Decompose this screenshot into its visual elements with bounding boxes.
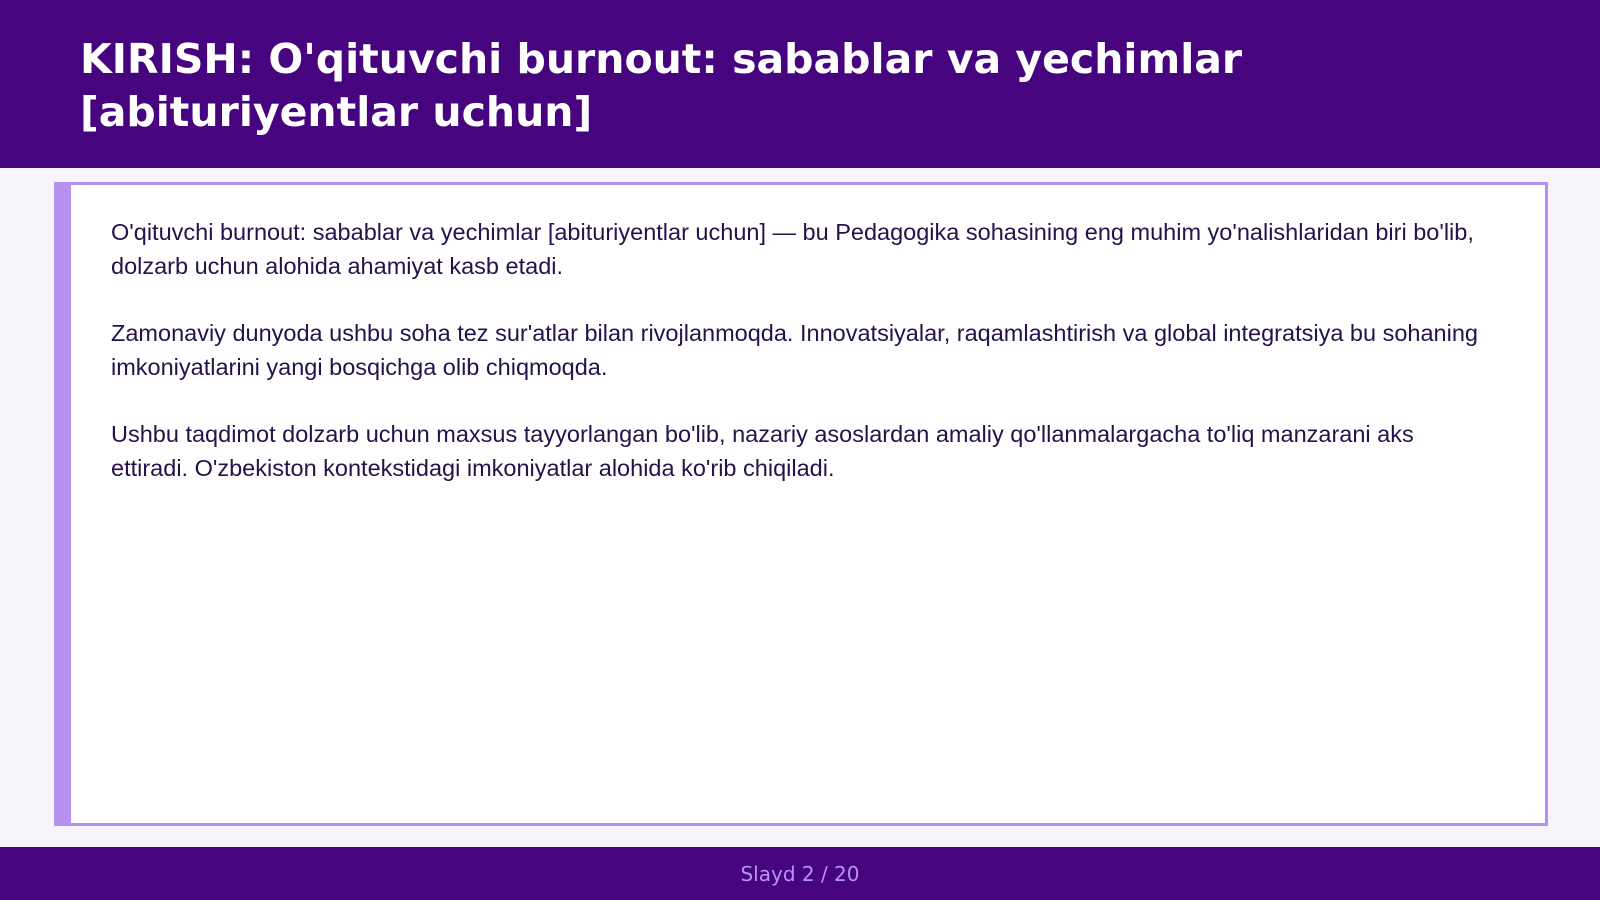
paragraph-presentation-purpose: Ushbu taqdimot dolzarb uchun maxsus tayyorlangan bo'lib, nazariy asoslardan amaliy qo'llanmalargacha to'liq manzarani aks ettiradi. O'zbekiston kontekstidagi imkoniyatlar alohida ko'rib chiqiladi.: [111, 421, 1414, 481]
slide-title: KIRISH: O'qituvchi burnout: sabablar va yechimlar [abituriyentlar uchun]: [80, 35, 1243, 136]
slide-header: [0, 0, 1600, 168]
paragraph-modern-world: Zamonaviy dunyoda ushbu soha tez sur'atlar bilan rivojlanmoqda. Innovatsiyalar, raqamlashtirish va global integratsiya bu sohaning imkoniyatlarini yangi bosqichga olib chiqmoqda.: [111, 320, 1478, 380]
slide-footer: [0, 847, 1600, 900]
content-card: [54, 182, 1548, 826]
paragraph-intro: O'qituvchi burnout: sabablar va yechimlar [abituriyentlar uchun] — bu Pedagogika sohasining eng muhim yo'nalishlaridan biri bo'lib, dolzarb uchun alohida ahamiyat kasb etadi.: [111, 219, 1474, 279]
slide-counter: Slayd 2 / 20: [740, 861, 860, 886]
